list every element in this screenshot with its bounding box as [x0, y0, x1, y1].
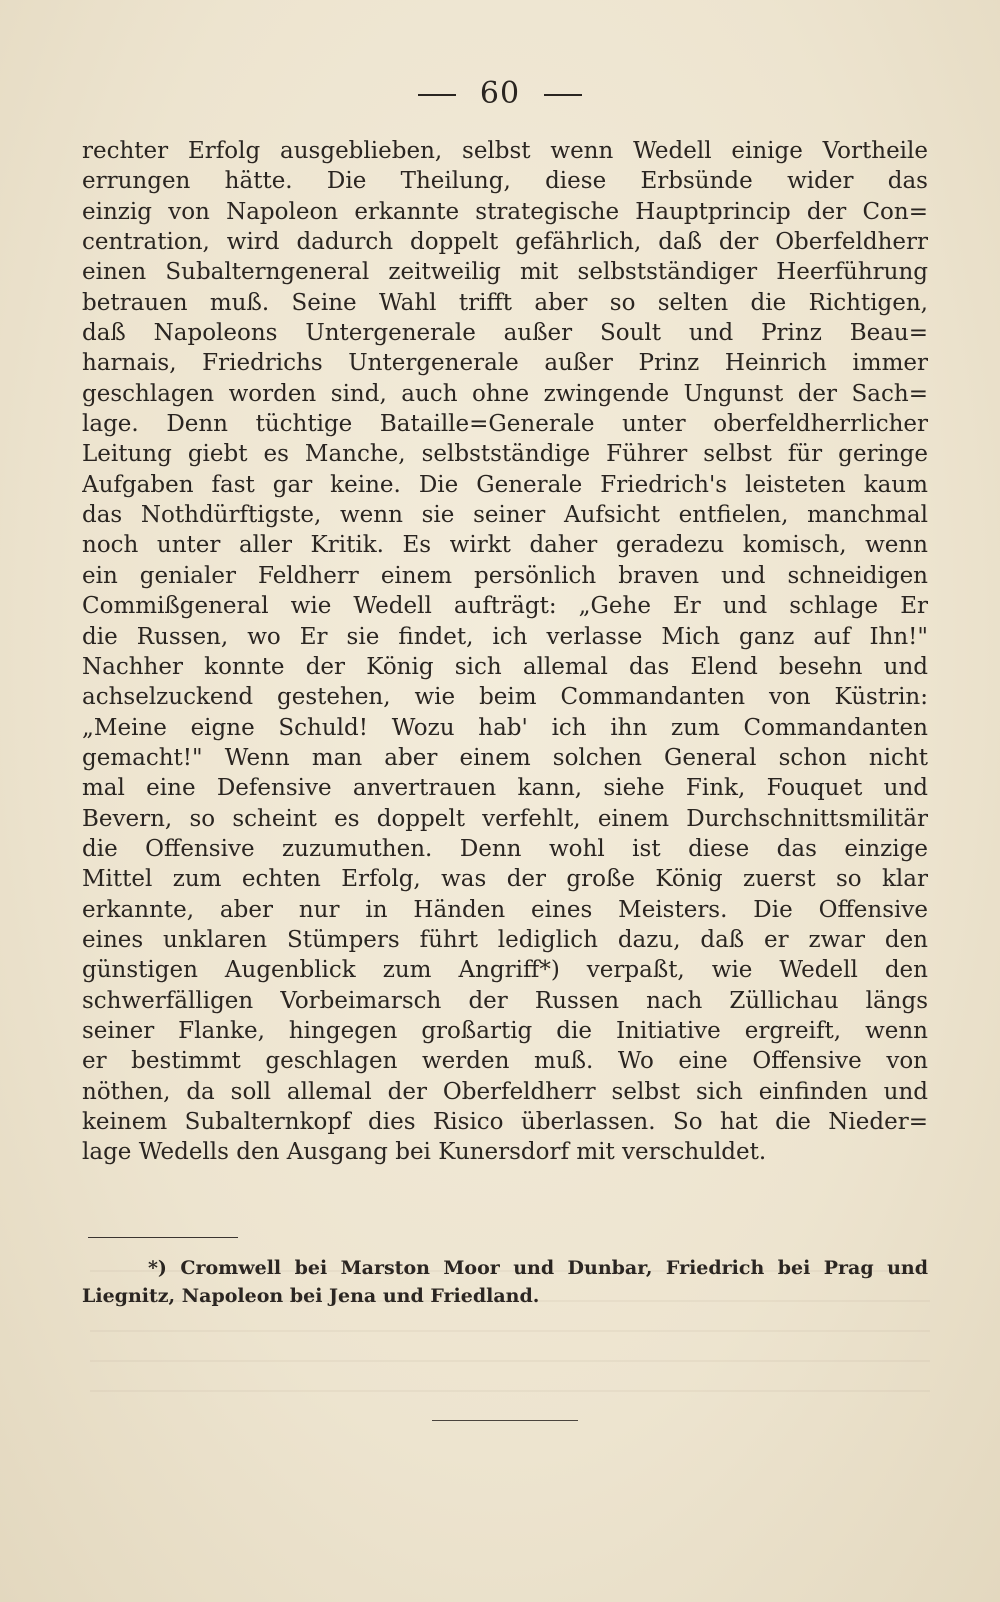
- text-line: keinem Subalternkopf dies Risico überlassen. So hat die Nieder=: [82, 1109, 928, 1135]
- text-line: Mittel zum echten Erfolg, was der große König zuerst so klar: [82, 866, 928, 893]
- footnote-separator: [88, 1237, 238, 1238]
- text-line: daß Napoleons Untergenerale außer Soult und Prinz Beau=: [82, 320, 928, 347]
- text-line: gemacht!" Wenn man aber einem solchen General schon nicht: [82, 744, 928, 771]
- text-line: seiner Flanke, hingegen großartig die Initiative ergreift, wenn: [82, 1017, 928, 1044]
- right-dash: [544, 94, 582, 96]
- text-line: Bevern, so scheint es doppelt verfehlt, einem Durchschnittsmilitär: [82, 805, 928, 832]
- text-line: lage Wedells den Ausgang bei Kunersdorf mit verschuldet.: [82, 1139, 767, 1166]
- bottom-separator: [432, 1420, 578, 1421]
- text-line: harnais, Friedrichs Untergenerale außer Prinz Heinrich immer: [82, 350, 928, 377]
- text-line: errungen hätte. Die Theilung, diese Erbsünde wider das: [82, 168, 928, 195]
- text-line: lage. Denn tüchtige Bataille=Generale unter oberfeldherrlicher: [82, 411, 928, 438]
- text-line: das Nothdürftigste, wenn sie seiner Aufsicht entfielen, manchmal: [82, 502, 928, 529]
- bleed-through: [90, 1270, 930, 1272]
- text-line: die Russen, wo Er sie findet, ich verlasse Mich ganz auf Ihn!": [82, 623, 928, 650]
- left-dash: [418, 94, 456, 96]
- text-line: einen Subalterngeneral zeitweilig mit selbstständiger Heerführung: [82, 259, 928, 286]
- bleed-through: [90, 1330, 930, 1332]
- main-text-block: [82, 136, 928, 1168]
- text-line: Commißgeneral wie Wedell aufträgt: „Gehe Er und schlage Er: [82, 593, 928, 620]
- text-line: achselzuckend gestehen, wie beim Commandanten von Küstrin:: [82, 684, 928, 711]
- page-number-header: [0, 76, 1000, 111]
- text-line: mal eine Defensive anvertrauen kann, siehe Fink, Fouquet und: [82, 775, 928, 802]
- text-line: betrauen muß. Seine Wahl trifft aber so selten die Richtigen,: [82, 289, 928, 316]
- text-line: günstigen Augenblick zum Angriff*) verpaßt, wie Wedell den: [82, 957, 928, 984]
- text-line: die Offensive zuzumuthen. Denn wohl ist diese das einzige: [82, 835, 928, 862]
- text-line: er bestimmt geschlagen werden muß. Wo eine Offensive von: [82, 1048, 928, 1075]
- text-line: Leitung giebt es Manche, selbstständige Führer selbst für geringe: [82, 441, 928, 468]
- text-line: ein genialer Feldherr einem persönlich braven und schneidigen: [82, 562, 928, 589]
- text-line: eines unklaren Stümpers führt lediglich dazu, daß er zwar den: [82, 926, 928, 953]
- text-line: geschlagen worden sind, auch ohne zwingende Ungunst der Sach=: [82, 380, 928, 407]
- text-line: nöthen, da soll allemal der Oberfeldherr selbst sich einfinden und: [82, 1078, 928, 1105]
- page-number: 60: [479, 76, 521, 111]
- footnote-line: Liegnitz, Napoleon bei Jena und Friedland.: [82, 1285, 540, 1307]
- footnote-line: *) Cromwell bei Marston Moor und Dunbar, Friedrich bei Prag und: [148, 1257, 928, 1279]
- bleed-through: [90, 1360, 930, 1362]
- bleed-through: [90, 1390, 930, 1392]
- text-line: Aufgaben fast gar keine. Die Generale Friedrich's leisteten kaum: [82, 471, 928, 498]
- text-line: rechter Erfolg ausgeblieben, selbst wenn Wedell einige Vortheile: [82, 138, 928, 164]
- text-line: centration, wird dadurch doppelt gefährlich, daß der Oberfeldherr: [82, 229, 928, 256]
- bleed-through: [90, 1300, 930, 1302]
- text-line: schwerfälligen Vorbeimarsch der Russen nach Züllichau längs: [82, 987, 928, 1014]
- text-line: „Meine eigne Schuld! Wozu hab' ich ihn zum Commandanten: [82, 714, 928, 741]
- text-line: noch unter aller Kritik. Es wirkt daher geradezu komisch, wenn: [82, 532, 928, 559]
- text-line: erkannte, aber nur in Händen eines Meisters. Die Offensive: [82, 896, 928, 923]
- text-line: Nachher konnte der König sich allemal das Elend besehn und: [82, 653, 928, 680]
- text-line: einzig von Napoleon erkannte strategische Hauptprincip der Con=: [82, 198, 928, 225]
